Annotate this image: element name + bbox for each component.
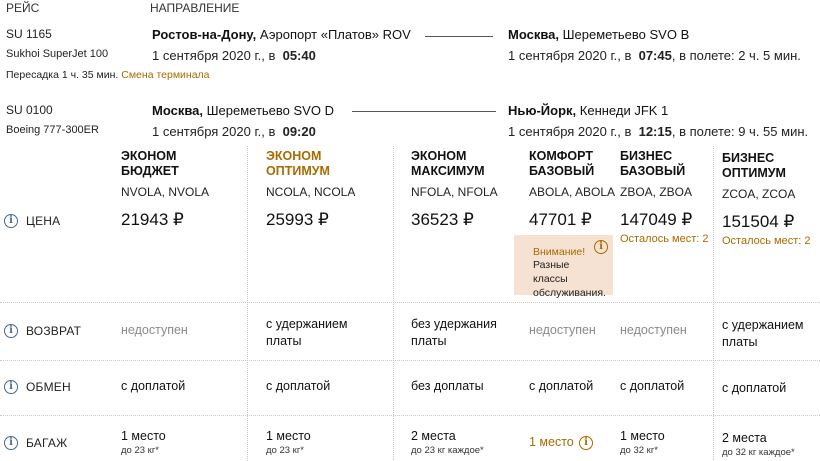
fare-code: ABOLA, ABOLA [529,185,616,199]
fare-price[interactable]: 151504 ₽ [722,212,795,231]
departure-city: Ростов-на-Дону, [152,27,257,42]
fare-price[interactable]: 25993 ₽ [266,210,329,229]
seats-left: Осталось мест: 2 [620,233,709,245]
departure-place [152,103,334,118]
arrival-date: 1 сентября 2020 г., в [508,48,632,63]
row-label-price: ЦЕНА [26,214,61,228]
fare-code: ZBOA, ZBOA [620,185,693,199]
transfer-duration: Пересадка 1 ч. 35 мин. [6,69,119,81]
fare-header-econom-budget[interactable]: ЭКОНОМ БЮДЖЕТ [121,149,179,178]
arrival-time: 07:45 [638,48,672,63]
fare-price[interactable]: 36523 ₽ [411,210,474,229]
exchange-value: с доплатой [722,381,787,395]
fare-code: NCOLA, NCOLA [266,185,356,199]
arrival-date: 1 сентября 2020 г., в [508,124,632,139]
arrival-city: Нью-Йорк, [508,103,577,118]
route-line [352,111,496,112]
transfer-warning: Смена терминала [121,69,210,81]
arrival-datetime [508,48,801,63]
departure-date: 1 сентября 2020 г., в [152,48,276,63]
fare-code: ZCOA, ZCOA [722,187,796,201]
info-icon[interactable]: i [4,324,18,338]
departure-city: Москва, [152,103,203,118]
column-divider [247,146,248,461]
flight-duration: , в полете: 2 ч. 5 мин. [671,48,801,63]
exchange-value: с доплатой [620,379,685,393]
route-line [425,36,493,37]
baggage-value: 1 место до 23 кг* [266,429,311,456]
fare-header-business-basic[interactable]: БИЗНЕС БАЗОВЫЙ [620,149,686,178]
aircraft-type: Sukhoi SuperJet 100 [6,48,109,60]
info-icon[interactable]: i [4,436,18,450]
row-divider [0,415,820,416]
departure-date: 1 сентября 2020 г., в [152,124,276,139]
departure-datetime [152,48,316,63]
fare-code: NFOLA, NFOLA [411,185,498,199]
exchange-value: с доплатой [529,379,594,393]
arrival-datetime [508,124,808,139]
flight-number: SU 1165 [6,27,52,41]
aircraft-type: Boeing 777-300ER [6,124,99,136]
departure-airport: Аэропорт «Платов» ROV [256,27,411,42]
departure-airport: Шереметьево SVO D [203,103,334,118]
fare-header-econom-optimum[interactable]: ЭКОНОМ ОПТИМУМ [266,149,330,178]
refund-value: с удержанием платы [722,318,804,349]
arrival-city: Москва, [508,27,559,42]
exchange-value: с доплатой [121,379,186,393]
seats-left: Осталось мест: 2 [722,235,811,247]
arrival-place [508,27,689,42]
fare-header-econom-maximum[interactable]: ЭКОНОМ МАКСИМУМ [411,149,485,178]
transfer-info [6,69,210,81]
fare-price[interactable]: 147049 ₽ [620,210,693,229]
warning-text: Разные классы обслуживания. [533,259,606,299]
refund-value: без удержания платы [411,317,497,348]
baggage-value: 1 место [529,435,574,449]
info-icon[interactable]: i [594,240,608,254]
departure-place [152,27,411,42]
fare-header-comfort-basic[interactable]: КОМФОРТ БАЗОВЫЙ [529,149,595,178]
info-icon[interactable]: i [4,380,18,394]
flight-duration: , в полете: 9 ч. 55 мин. [671,124,809,139]
fare-header-business-optimum[interactable]: БИЗНЕС ОПТИМУМ [722,151,786,180]
fare-code: NVOLA, NVOLA [121,185,210,199]
header-flight-label: РЕЙС [6,1,40,15]
arrival-airport: Шереметьево SVO B [559,27,690,42]
row-label-refund: ВОЗВРАТ [26,324,82,338]
info-icon[interactable]: i [4,214,18,228]
baggage-value: 2 места до 32 кг каждое* [722,431,795,458]
flight-number: SU 0100 [6,103,53,117]
row-label-baggage: БАГАЖ [26,436,68,450]
fare-price[interactable]: 47701 ₽ [529,210,592,229]
baggage-value: 1 место до 32 кг* [620,429,665,456]
fare-price[interactable]: 21943 ₽ [121,210,184,229]
arrival-place [508,103,668,118]
exchange-value: с доплатой [266,379,331,393]
refund-value: недоступен [121,323,188,337]
departure-time: 05:40 [282,48,316,63]
class-warning-box [514,235,613,299]
column-divider [393,146,394,461]
departure-time: 09:20 [282,124,316,139]
departure-datetime [152,124,316,139]
row-label-exchange: ОБМЕН [26,380,71,394]
column-divider [713,146,714,461]
warning-title: Внимание! [533,246,586,258]
header-direction-label: НАПРАВЛЕНИЕ [150,1,240,15]
refund-value: недоступен [529,323,596,337]
refund-value: недоступен [620,323,687,337]
baggage-value: 1 место до 23 кг* [121,429,166,456]
exchange-value: без доплаты [411,379,484,393]
baggage-value: 2 места до 23 кг каждое* [411,429,484,456]
row-divider [0,360,820,361]
info-icon[interactable]: i [579,436,593,450]
arrival-time: 12:15 [638,124,672,139]
arrival-airport: Кеннеди JFK 1 [576,103,669,118]
row-divider [0,302,820,303]
refund-value: с удержанием платы [266,317,348,348]
